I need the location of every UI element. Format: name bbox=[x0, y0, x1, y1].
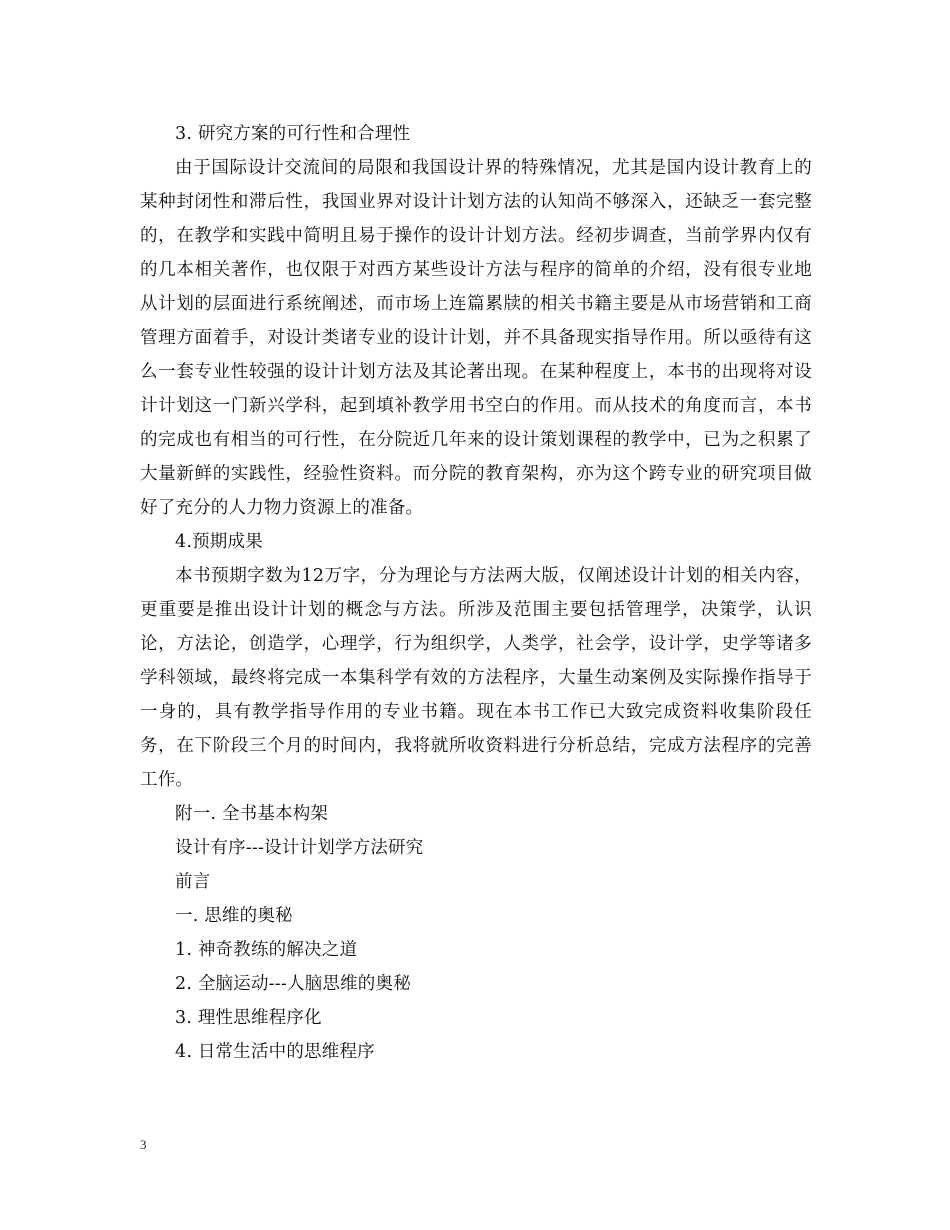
book-title: 设计有序---设计计划学方法研究 bbox=[175, 838, 424, 858]
appendix-title: 附一. 全书基本构架 bbox=[175, 804, 329, 824]
toc-item: 3. 理性思维程序化 bbox=[175, 1008, 322, 1028]
toc-item: 1. 神奇教练的解决之道 bbox=[175, 940, 358, 960]
document-body bbox=[140, 117, 812, 1069]
paragraph-feasibility: 由于国际设计交流间的局限和我国设计界的特殊情况，尤其是国内设计教育上的某种封闭性和滞后性，我国业界对设计计划方法的认知尚不够深入，还缺乏一套完整的，在教学和实践中简明且易于操作的设计计划方法。经初步调查，当前学界内仅有的几本相关著作，也仅限于对西方某些设计方法与程序的简单的介绍，没有很专业地从计划的层面进行系统阐述，而市场上连篇累牍的相关书籍主要是从市场营销和工商管理方面着手，对设计类诸专业的设计计划，并不具备现实指导作用。所以亟待有这么一套专业性较强的设计计划方法及其论著出现。在某种程度上，本书的出现将对设计计划这一门新兴学科，起到填补教学用书空白的作用。而从技术的角度而言，本书的完成也有相当的可行性，在分院近几年来的设计策划课程的教学中，已为之积累了大量新鲜的实践性，经验性资料。而分院的教育架构，亦为这个跨专业的研究项目做好了充分的人力物力资源上的准备。 bbox=[140, 158, 812, 518]
toc-preface: 前言 bbox=[175, 872, 211, 892]
paragraph-expected-results: 本书预期字数为12万字，分为理论与方法两大版，仅阐述设计计划的相关内容，更重要是推出设计计划的概念与方法。所涉及范围主要包括管理学，决策学，认识论，方法论，创造学，心理学，行为组织学，人类学，社会学，设计学，史学等诸多学科领域，最终将完成一本集科学有效的方法程序，大量生动案例及实际操作指导于一身的，具有教学指导作用的专业书籍。现在本书工作已大致完成资料收集阶段任务，在下阶段三个月的时间内，我将就所收资料进行分析总结，完成方法程序的完善工作。 bbox=[140, 566, 812, 790]
toc-item: 4. 日常生活中的思维程序 bbox=[175, 1042, 375, 1062]
section-heading-feasibility: 3. 研究方案的可行性和合理性 bbox=[175, 124, 411, 144]
toc-chapter-1: 一. 思维的奥秘 bbox=[175, 906, 293, 926]
page-number: 3 bbox=[140, 1137, 147, 1152]
section-heading-expected-results: 4.预期成果 bbox=[175, 532, 263, 552]
toc-item: 2. 全脑运动---人脑思维的奥秘 bbox=[175, 974, 411, 994]
